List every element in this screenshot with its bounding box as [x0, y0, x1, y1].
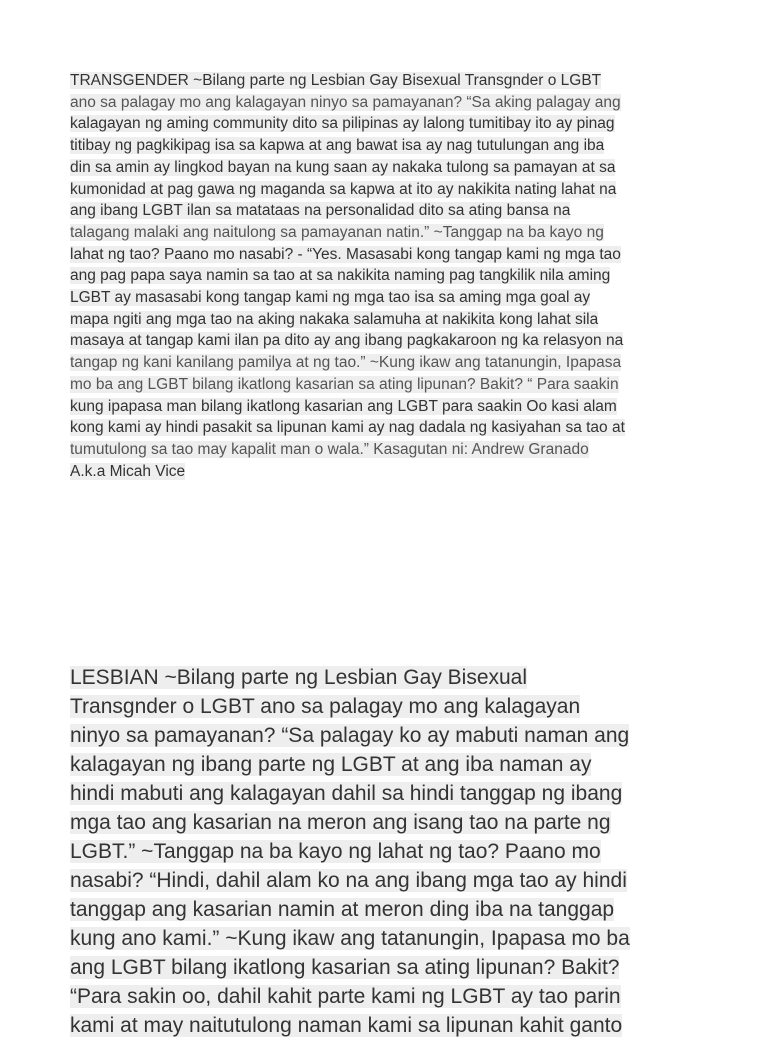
text-line — [70, 837, 630, 866]
text-line — [70, 808, 630, 837]
text-line — [70, 309, 625, 331]
text-line-content: LGBT.” ~Tanggap na ba kayo ng lahat ng tao? Paano mo — [70, 840, 601, 863]
text-line — [70, 417, 625, 439]
text-line-content: ang LGBT bilang ikatlong kasarian sa ating lipunan? Bakit? — [70, 956, 620, 979]
text-line — [70, 439, 625, 461]
text-line — [70, 1011, 630, 1040]
text-line — [70, 330, 625, 352]
text-line-content: kami at may naitutulong naman kami sa lipunan kahit ganto — [70, 1014, 623, 1037]
text-line-content: ang ibang LGBT ilan sa matataas na personalidad dito sa ating bansa na — [70, 202, 571, 220]
text-line-content: LESBIAN ~Bilang parte ng Lesbian Gay Bisexual — [70, 666, 528, 689]
text-line — [70, 113, 625, 135]
text-line — [70, 982, 630, 1011]
text-line — [70, 396, 625, 418]
transgender-answer-section — [70, 70, 625, 482]
text-line-content: “Para sakin oo, dahil kahit parte kami ng LGBT ay tao parin — [70, 985, 621, 1008]
text-line-content: TRANSGENDER ~Bilang parte ng Lesbian Gay Bisexual Transgnder o LGBT — [70, 72, 602, 89]
text-line — [70, 663, 630, 692]
text-line — [70, 244, 625, 266]
text-line-content: tumutulong sa tao may kapalit man o wala.” Kasagutan ni: Andrew Granado — [70, 440, 589, 458]
text-line — [70, 352, 625, 374]
text-line-content: kumonidad at pag gawa ng maganda sa kapwa at ito ay nakikita nating lahat na — [70, 180, 617, 198]
text-line-content: A.k.a Micah Vice — [70, 462, 186, 480]
text-line-content: kung ipapasa man bilang ikatlong kasarian ang LGBT para saakin Oo kasi alam — [70, 397, 617, 415]
text-line — [70, 461, 625, 483]
text-line-content: tanggap ang kasarian namin at meron ding iba na tanggap — [70, 898, 615, 921]
text-line — [70, 179, 625, 201]
text-line — [70, 924, 630, 953]
text-line — [70, 92, 625, 114]
text-line-content: lahat ng tao? Paano mo nasabi? - “Yes. Masasabi kong tangap kami ng mga tao — [70, 245, 621, 263]
text-line-content: LGBT ay masasabi kong tangap kami ng mga tao isa sa aming mga goal ay — [70, 289, 591, 307]
text-line — [70, 157, 625, 179]
text-line-content: mga tao ang kasarian na meron ang isang tao na parte ng — [70, 811, 611, 834]
text-line-content: titibay ng pagkikipag isa sa kapwa at ang bawat isa ay nag tutulungan ang iba — [70, 137, 605, 155]
text-line — [70, 953, 630, 982]
text-line-content: kung ano kami.” ~Kung ikaw ang tatanungin, Ipapasa mo ba — [70, 927, 630, 950]
text-line-content: talagang malaki ang naitulong sa pamayanan natin.” ~Tanggap na ba kayo ng — [70, 223, 604, 241]
lesbian-answer-section — [70, 663, 630, 1040]
text-line-content: mo ba ang LGBT bilang ikatlong kasarian sa ating lipunan? Bakit? “ Para saakin — [70, 375, 619, 393]
text-line-content: mapa ngiti ang mga tao na aking nakaka salamuha at nakikita kong lahat sila — [70, 310, 599, 328]
text-line-content: Transgnder o LGBT ano sa palagay mo ang kalagayan — [70, 695, 581, 718]
text-line — [70, 200, 625, 222]
text-line — [70, 721, 630, 750]
text-line-content: kalagayan ng aming community dito sa pilipinas ay lalong tumitibay ito ay pinag — [70, 115, 615, 133]
text-line — [70, 895, 630, 924]
text-line-content: tangap ng kani kanilang pamilya at ng tao.” ~Kung ikaw ang tatanungin, Ipapasa — [70, 354, 622, 372]
text-line-content: ang pag papa saya namin sa tao at sa nakikita naming pag tangkilik nila aming — [70, 267, 611, 285]
text-line-content: din sa amin ay lingkod bayan na kung saan ay nakaka tulong sa pamayan at sa — [70, 158, 616, 176]
text-line — [70, 750, 630, 779]
text-line-content: kalagayan ng ibang parte ng LGBT at ang iba naman ay — [70, 753, 592, 776]
text-line-content: ano sa palagay mo ang kalagayan ninyo sa pamayanan? “Sa aking palagay ang — [70, 93, 621, 111]
text-line — [70, 374, 625, 396]
text-line — [70, 70, 625, 92]
text-line-content: masaya at tangap kami ilan pa dito ay ang ibang pagkakaroon ng ka relasyon na — [70, 332, 624, 350]
text-line — [70, 779, 630, 808]
text-line-content: kong kami ay hindi pasakit sa lipunan kami ay nag dadala ng kasiyahan sa tao at — [70, 419, 625, 437]
text-line — [70, 222, 625, 244]
text-line — [70, 692, 630, 721]
text-line — [70, 135, 625, 157]
text-line — [70, 287, 625, 309]
text-line — [70, 866, 630, 895]
text-line-content: ninyo sa pamayanan? “Sa palagay ko ay mabuti naman ang — [70, 724, 630, 747]
text-line — [70, 265, 625, 287]
text-line-content: hindi mabuti ang kalagayan dahil sa hindi tanggap ng ibang — [70, 782, 623, 805]
text-line-content: nasabi? “Hindi, dahil alam ko na ang ibang mga tao ay hindi — [70, 869, 627, 892]
